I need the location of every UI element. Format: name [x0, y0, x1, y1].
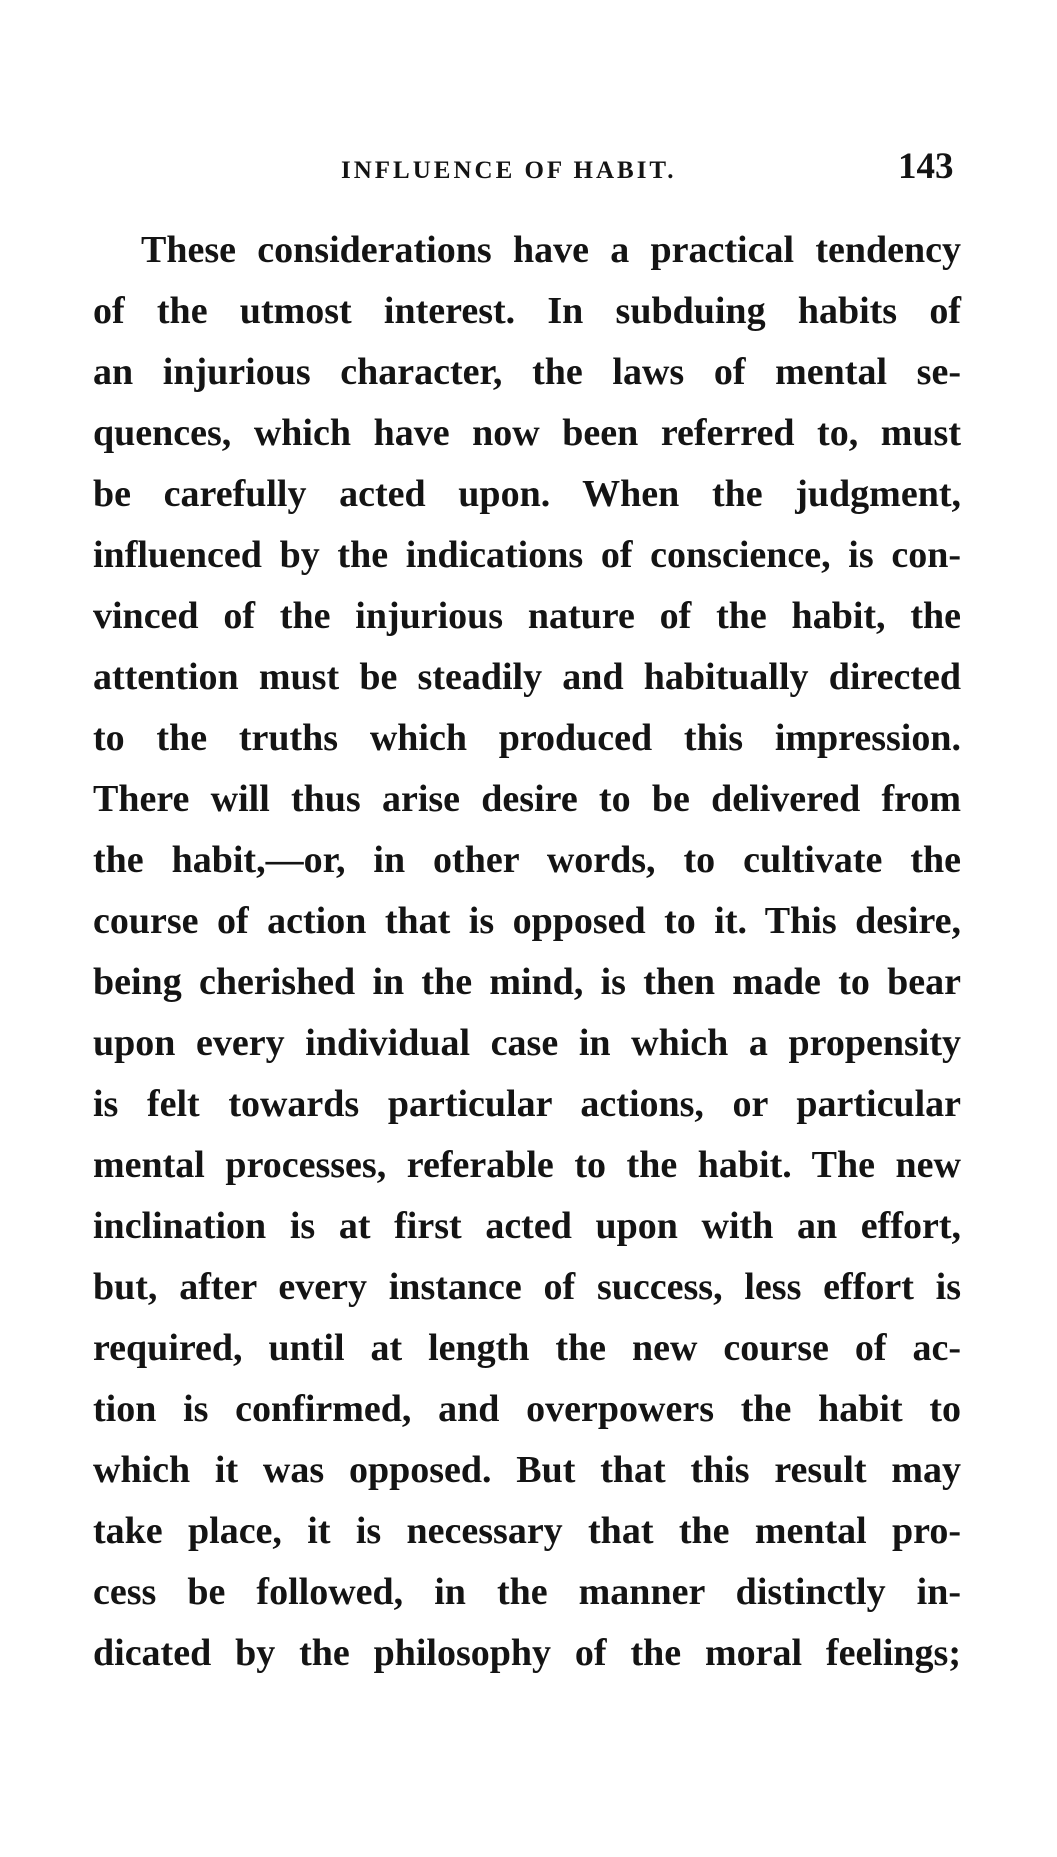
text-line: being cherished in the mind, is then made to bear: [93, 961, 961, 1003]
text-line: be carefully acted upon. When the judgment,: [93, 473, 961, 515]
text-line: These considerations have a practical tendency: [141, 229, 961, 271]
body-text: [93, 220, 961, 1684]
text-line: influenced by the indications of conscience, is con-: [93, 534, 961, 576]
text-line: required, until at length the new course of ac-: [93, 1327, 961, 1369]
text-line: cess be followed, in the manner distinctly in-: [93, 1571, 961, 1613]
text-line: the habit,—or, in other words, to cultivate the: [93, 839, 961, 881]
text-line: mental processes, referable to the habit. The new: [93, 1144, 961, 1186]
text-line: attention must be steadily and habitually directed: [93, 656, 961, 698]
text-line: inclination is at first acted upon with an effort,: [93, 1205, 961, 1247]
text-line: quences, which have now been referred to, must: [93, 412, 961, 454]
running-head: [0, 145, 1057, 195]
text-line: vinced of the injurious nature of the habit, the: [93, 595, 961, 637]
text-line: upon every individual case in which a propensity: [93, 1022, 961, 1064]
text-line: take place, it is necessary that the mental pro-: [93, 1510, 961, 1552]
running-title: INFLUENCE OF HABIT.: [341, 157, 677, 184]
text-line: to the truths which produced this impression.: [93, 717, 961, 759]
text-line: but, after every instance of success, less effort is: [93, 1266, 961, 1308]
text-line: which it was opposed. But that this result may: [93, 1449, 961, 1491]
text-line: an injurious character, the laws of mental se-: [93, 351, 961, 393]
page-number: 143: [898, 146, 954, 187]
text-line: course of action that is opposed to it. This desire,: [93, 900, 961, 942]
text-line: dicated by the philosophy of the moral feelings;: [93, 1632, 961, 1674]
text-line: There will thus arise desire to be delivered from: [93, 778, 961, 820]
text-line: is felt towards particular actions, or particular: [93, 1083, 961, 1125]
text-line: of the utmost interest. In subduing habits of: [93, 290, 961, 332]
text-line: tion is confirmed, and overpowers the habit to: [93, 1388, 961, 1430]
